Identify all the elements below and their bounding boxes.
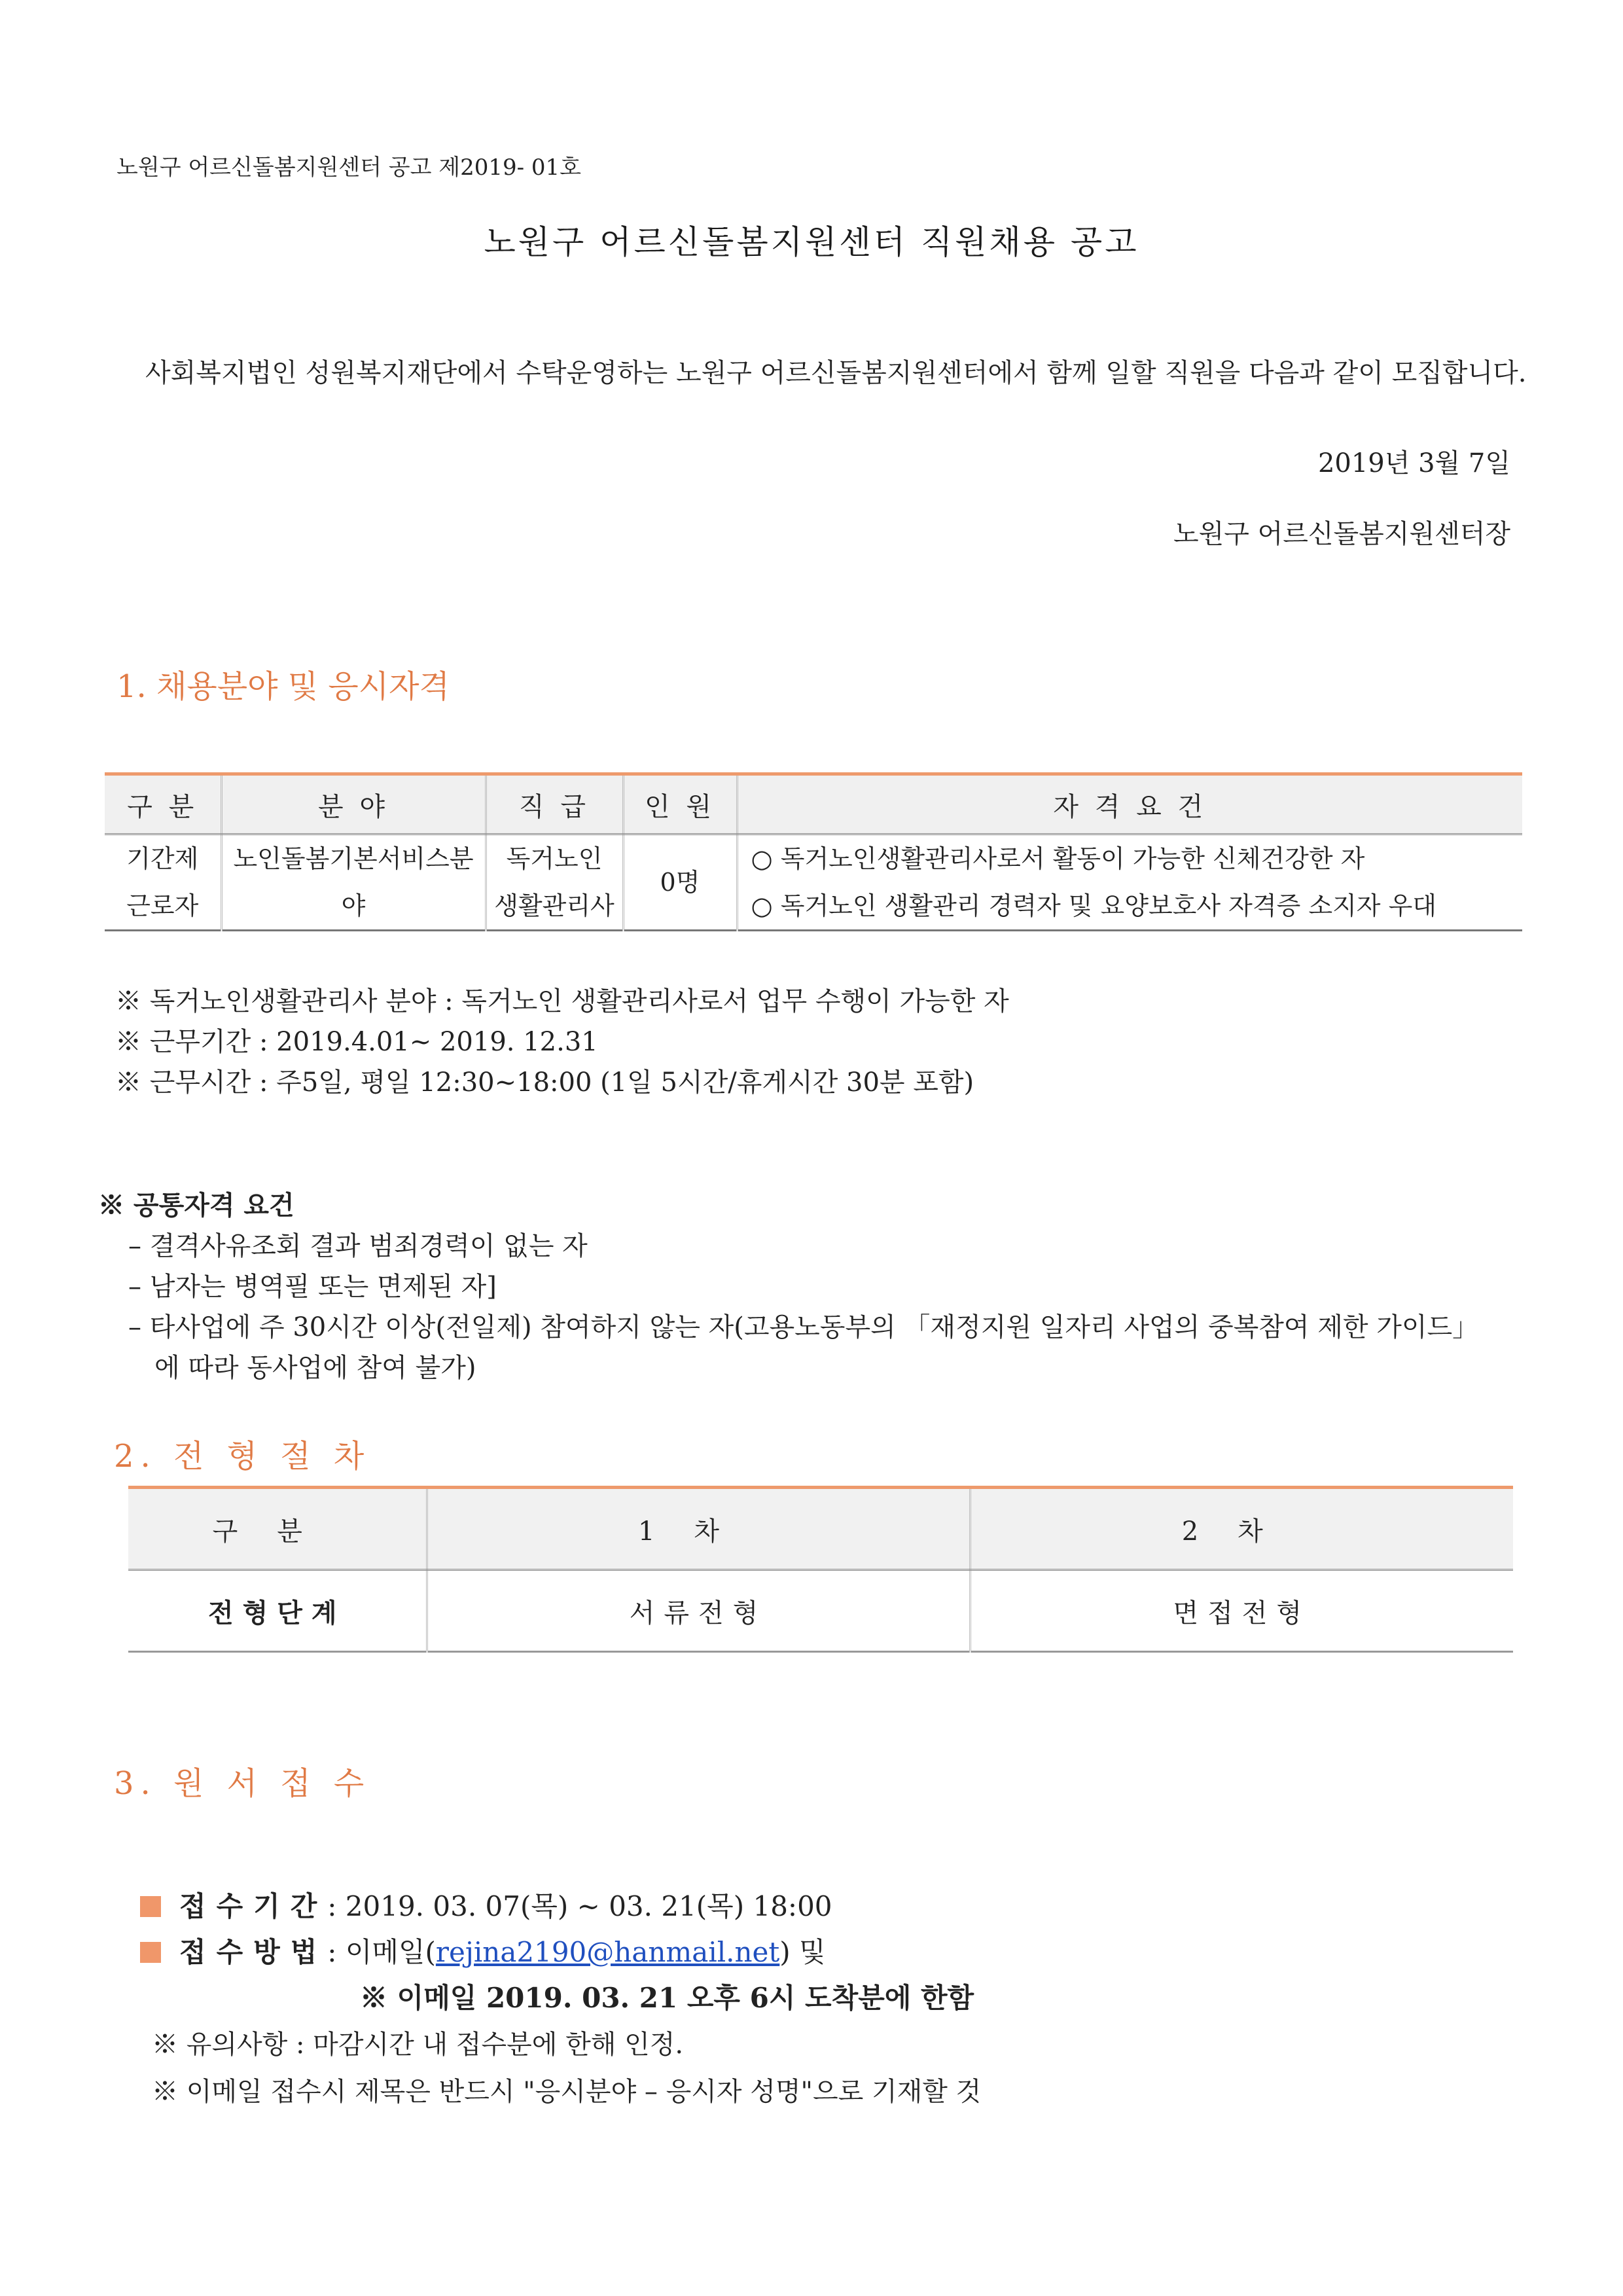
rank-line2: 생활관리사	[494, 891, 615, 920]
method-prefix: : 이메일(	[327, 1936, 436, 1968]
table-row	[128, 1570, 1513, 1652]
common-requirement: – 남자는 병역필 또는 면제된 자]	[128, 1272, 497, 1302]
cell-field: 노인돌봄기본서비스분야	[221, 834, 486, 931]
note-hours: ※ 근무시간 : 주5일, 평일 12:30~18:00 (1일 5시간/휴게시간 30분 포함)	[115, 1067, 974, 1098]
col-requirements: 자 격 요 건	[737, 774, 1522, 834]
note-period: ※ 근무기간 : 2019.4.01~ 2019. 12.31	[115, 1027, 598, 1057]
email-deadline: ※ 이메일 2019. 03. 21 오후 6시 도착분에 한함	[360, 1982, 974, 2014]
requirement-1: ○ 독거노인생활관리사로서 활동이 가능한 신체건강한 자	[751, 844, 1365, 873]
common-requirement: – 결격사유조회 결과 범죄경력이 없는 자	[128, 1231, 588, 1261]
stage-label: 전형단계	[128, 1570, 427, 1652]
col-category: 구 분	[105, 774, 221, 834]
period-label: 접수기간	[179, 1890, 328, 1922]
section1-heading: 1. 채용분야 및 응시자격	[116, 668, 450, 705]
notice-number: 노원구 어르신돌봄지원센터 공고 제2019- 01호	[116, 154, 582, 181]
selection-second: 2차	[970, 1488, 1513, 1570]
section3-heading: 3. 원 서 접 수	[114, 1765, 371, 1802]
method-label: 접수방법	[179, 1936, 328, 1968]
signer: 노원구 어르신돌봄지원센터장	[1173, 519, 1510, 549]
selection-head-label: 구분	[128, 1488, 427, 1570]
selection-table-header	[128, 1488, 1513, 1570]
col-count: 인 원	[623, 774, 737, 834]
cell-count: 0명	[623, 834, 737, 931]
cell-category	[105, 834, 221, 931]
email-link[interactable]: rejina2190@hanmail.net	[435, 1936, 780, 1968]
period-value: : 2019. 03. 07(목) ~ 03. 21(목) 18:00	[327, 1890, 832, 1922]
note-field: ※ 독거노인생활관리사 분야 : 독거노인 생활관리사로서 업무 수행이 가능한 자	[115, 986, 1009, 1016]
caution-note: ※ 유의사항 : 마감시간 내 접수분에 한해 인정.	[152, 2030, 684, 2060]
requirement-2: ○ 독거노인 생활관리 경력자 및 요양보호사 자격증 소지자 우대	[751, 891, 1436, 920]
stage-interview: 면접전형	[1173, 1598, 1311, 1628]
bullet-square-icon	[140, 1896, 161, 1917]
application-period	[140, 1885, 832, 1924]
intro-text: 사회복지법인 성원복지재단에서 수탁운영하는 노원구 어르신돌봄지원센터에서 함께 일할 직원을 다음과 같이 모집합니다.	[145, 358, 1527, 388]
stage-document: 서류전형	[427, 1570, 970, 1652]
bullet-square-icon	[140, 1942, 161, 1963]
category-line1: 기간제	[126, 844, 199, 873]
common-requirement-continued: 에 따라 동사업에 참여 불가)	[154, 1353, 476, 1383]
table-row	[105, 834, 1522, 931]
section2-heading: 2. 전 형 절 차	[114, 1438, 371, 1475]
subject-rule-note: ※ 이메일 접수시 제목은 반드시 "응시분야 – 응시자 성명"으로 기재할 것	[152, 2077, 982, 2107]
col-rank: 직 급	[486, 774, 623, 834]
recruitment-table-header	[105, 774, 1522, 834]
notice-date: 2019년 3월 7일	[1317, 448, 1510, 478]
application-method	[140, 1931, 826, 1970]
common-requirement: – 타사업에 주 30시간 이상(전일제) 참여하지 않는 자(고용노동부의 「재정지원 일자리 사업의 중복참여 제한 가이드」	[128, 1312, 1479, 1342]
common-requirements-heading: ※ 공통자격 요건	[98, 1190, 294, 1221]
recruitment-table	[105, 772, 1522, 931]
selection-table	[128, 1486, 1513, 1653]
rank-line1: 독거노인	[506, 844, 603, 873]
cell-rank	[486, 834, 623, 931]
category-line2: 근로자	[126, 891, 199, 920]
page-title: 노원구 어르신돌봄지원센터 직원채용 공고	[484, 223, 1139, 261]
col-field: 분 야	[221, 774, 486, 834]
selection-first: 1차	[427, 1488, 970, 1570]
method-suffix: ) 및	[779, 1936, 826, 1968]
cell-requirements	[737, 834, 1522, 931]
